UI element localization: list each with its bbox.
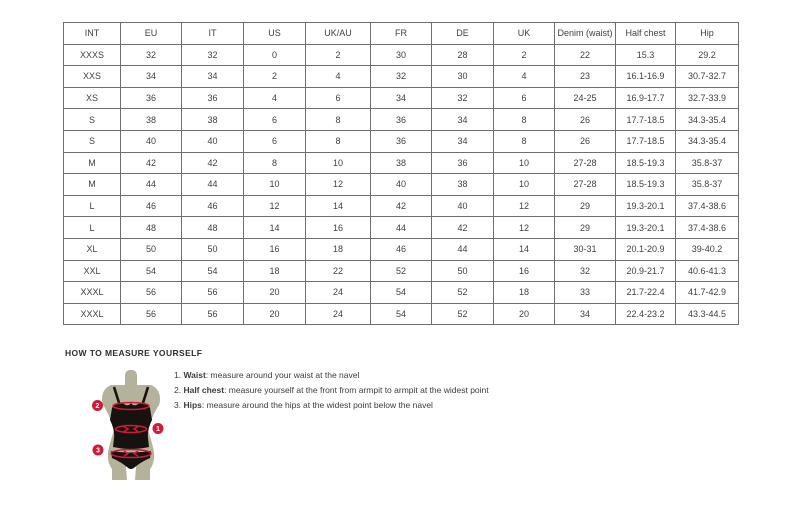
size-cell: 2 <box>244 66 306 88</box>
size-cell: 36 <box>371 130 432 152</box>
measurement-figure <box>84 368 184 503</box>
size-cell: 19.3-20.1 <box>616 217 676 239</box>
size-cell: S <box>64 109 121 131</box>
size-cell: 4 <box>244 87 306 109</box>
column-header: Hip <box>676 23 739 45</box>
size-cell: 50 <box>121 238 182 260</box>
size-cell: 48 <box>121 217 182 239</box>
size-cell: 34 <box>432 130 494 152</box>
marker-hips-number: 3 <box>96 447 100 455</box>
size-cell: 34 <box>371 87 432 109</box>
size-cell: 32 <box>182 44 244 66</box>
marker-half-chest-badge <box>92 400 103 411</box>
size-cell: 56 <box>121 303 182 325</box>
size-cell: 27-28 <box>555 152 616 174</box>
size-cell: 44 <box>432 238 494 260</box>
size-cell: 22.4-23.2 <box>616 303 676 325</box>
size-cell: 4 <box>494 66 555 88</box>
size-cell: 8 <box>306 130 371 152</box>
size-cell: 34.3-35.4 <box>676 109 739 131</box>
size-cell: 17.7-18.5 <box>616 130 676 152</box>
size-cell: 12 <box>494 195 555 217</box>
size-cell: 24-25 <box>555 87 616 109</box>
size-cell: 32.7-33.9 <box>676 87 739 109</box>
column-header: US <box>244 23 306 45</box>
size-cell: 54 <box>371 303 432 325</box>
size-cell: 18.5-19.3 <box>616 152 676 174</box>
size-cell: 27-28 <box>555 174 616 196</box>
size-cell: 48 <box>182 217 244 239</box>
size-cell: 43.3-44.5 <box>676 303 739 325</box>
size-cell: 22 <box>306 260 371 282</box>
size-cell: 36 <box>371 109 432 131</box>
size-cell: 46 <box>371 238 432 260</box>
size-cell: 35.8-37 <box>676 174 739 196</box>
size-cell: 10 <box>244 174 306 196</box>
step-text: : measure around your waist at the navel <box>205 370 360 380</box>
size-cell: 39-40.2 <box>676 238 739 260</box>
size-cell: 26 <box>555 109 616 131</box>
size-cell: 8 <box>244 152 306 174</box>
size-cell: 34 <box>121 66 182 88</box>
size-cell: 18 <box>306 238 371 260</box>
size-cell: 50 <box>182 238 244 260</box>
column-header: Denim (waist) <box>555 23 616 45</box>
size-cell: 52 <box>432 282 494 304</box>
size-cell: 29.2 <box>676 44 739 66</box>
step-label: Hips <box>183 400 202 410</box>
size-cell: 54 <box>182 260 244 282</box>
size-cell: 44 <box>371 217 432 239</box>
size-cell: 46 <box>182 195 244 217</box>
size-cell: 10 <box>306 152 371 174</box>
size-cell: M <box>64 174 121 196</box>
size-row <box>64 217 739 239</box>
measure-step <box>174 386 489 396</box>
size-cell: 20 <box>494 303 555 325</box>
size-cell: 38 <box>371 152 432 174</box>
size-cell: 42 <box>121 152 182 174</box>
size-cell: 18 <box>244 260 306 282</box>
size-cell: 20 <box>244 303 306 325</box>
size-cell: 12 <box>306 174 371 196</box>
size-cell: 42 <box>182 152 244 174</box>
column-header: UK <box>494 23 555 45</box>
size-cell: XXXS <box>64 44 121 66</box>
marker-half-chest-number: 2 <box>95 403 100 410</box>
size-cell: 40.6-41.3 <box>676 260 739 282</box>
step-number: 1. <box>174 370 184 380</box>
step-label: Half chest <box>183 385 225 395</box>
size-cell: 28 <box>432 44 494 66</box>
size-cell: 54 <box>121 260 182 282</box>
size-row <box>64 130 739 152</box>
size-row <box>64 195 739 217</box>
size-cell: 4 <box>306 66 371 88</box>
size-cell: 10 <box>494 152 555 174</box>
size-cell: 56 <box>182 282 244 304</box>
size-cell: 29 <box>555 195 616 217</box>
size-cell: 38 <box>121 109 182 131</box>
size-chart-table <box>63 22 739 325</box>
size-cell: 46 <box>121 195 182 217</box>
size-cell: 17.7-18.5 <box>616 109 676 131</box>
measure-step <box>174 401 489 411</box>
size-cell: 12 <box>244 195 306 217</box>
size-cell: 6 <box>306 87 371 109</box>
size-cell: 34 <box>432 109 494 131</box>
size-cell: 32 <box>371 66 432 88</box>
size-cell: 56 <box>182 303 244 325</box>
size-cell: 30 <box>432 66 494 88</box>
column-header: EU <box>121 23 182 45</box>
size-cell: 12 <box>494 217 555 239</box>
size-row <box>64 66 739 88</box>
size-cell: 14 <box>306 195 371 217</box>
size-cell: L <box>64 217 121 239</box>
size-cell: 30 <box>371 44 432 66</box>
size-cell: 56 <box>121 282 182 304</box>
size-cell: 8 <box>306 109 371 131</box>
size-cell: 44 <box>182 174 244 196</box>
column-header: UK/AU <box>306 23 371 45</box>
size-cell: 36 <box>182 87 244 109</box>
size-cell: M <box>64 152 121 174</box>
size-row <box>64 174 739 196</box>
size-cell: 24 <box>306 303 371 325</box>
size-cell: 21.7-22.4 <box>616 282 676 304</box>
size-cell: 32 <box>555 260 616 282</box>
size-cell: 33 <box>555 282 616 304</box>
size-cell: 36 <box>121 87 182 109</box>
size-cell: 16 <box>494 260 555 282</box>
column-header: FR <box>371 23 432 45</box>
size-cell: 30.7-32.7 <box>676 66 739 88</box>
size-row <box>64 260 739 282</box>
size-cell: 41.7-42.9 <box>676 282 739 304</box>
size-cell: 44 <box>121 174 182 196</box>
size-cell: 34 <box>182 66 244 88</box>
column-header: IT <box>182 23 244 45</box>
size-chart-section <box>63 22 739 325</box>
size-cell: 38 <box>182 109 244 131</box>
size-cell: 19.3-20.1 <box>616 195 676 217</box>
size-row <box>64 282 739 304</box>
size-cell: 10 <box>494 174 555 196</box>
size-cell: 52 <box>371 260 432 282</box>
column-header: INT <box>64 23 121 45</box>
measure-section-title: HOW TO MEASURE YOURSELF <box>65 348 203 358</box>
measure-steps-list <box>174 371 489 416</box>
size-cell: 2 <box>306 44 371 66</box>
size-cell: XS <box>64 87 121 109</box>
size-cell: 32 <box>432 87 494 109</box>
size-cell: 40 <box>371 174 432 196</box>
size-cell: 18.5-19.3 <box>616 174 676 196</box>
size-row <box>64 44 739 66</box>
size-cell: 18 <box>494 282 555 304</box>
size-cell: XXS <box>64 66 121 88</box>
size-cell: 20.1-20.9 <box>616 238 676 260</box>
step-number: 2. <box>174 385 184 395</box>
size-cell: XXXL <box>64 303 121 325</box>
size-row <box>64 87 739 109</box>
size-cell: 16.1-16.9 <box>616 66 676 88</box>
size-cell: 8 <box>494 130 555 152</box>
marker-waist-badge <box>153 423 164 434</box>
step-text: : measure yourself at the front from armpit to armpit at the widest point <box>224 385 489 395</box>
size-cell: 54 <box>371 282 432 304</box>
size-cell: 22 <box>555 44 616 66</box>
measure-step <box>174 371 489 381</box>
size-row <box>64 238 739 260</box>
size-cell: 16.9-17.7 <box>616 87 676 109</box>
size-cell: 42 <box>432 217 494 239</box>
table-header-row <box>64 23 739 45</box>
size-cell: XXXL <box>64 282 121 304</box>
size-cell: 26 <box>555 130 616 152</box>
size-row <box>64 152 739 174</box>
size-cell: L <box>64 195 121 217</box>
size-cell: 37.4-38.6 <box>676 195 739 217</box>
size-row <box>64 303 739 325</box>
size-cell: 34.3-35.4 <box>676 130 739 152</box>
size-cell: 20 <box>244 282 306 304</box>
size-cell: 6 <box>494 87 555 109</box>
size-cell: 8 <box>494 109 555 131</box>
size-cell: 2 <box>494 44 555 66</box>
size-cell: 14 <box>494 238 555 260</box>
column-header: DE <box>432 23 494 45</box>
size-cell: 6 <box>244 130 306 152</box>
size-cell: 30-31 <box>555 238 616 260</box>
size-cell: 32 <box>121 44 182 66</box>
size-cell: 50 <box>432 260 494 282</box>
size-cell: S <box>64 130 121 152</box>
size-cell: 20.9-21.7 <box>616 260 676 282</box>
size-cell: 16 <box>244 238 306 260</box>
step-label: Waist <box>183 370 206 380</box>
step-number: 3. <box>174 400 184 410</box>
size-cell: 23 <box>555 66 616 88</box>
marker-waist-number: 1 <box>156 426 160 433</box>
size-cell: 15.3 <box>616 44 676 66</box>
size-cell: 29 <box>555 217 616 239</box>
size-cell: 52 <box>432 303 494 325</box>
size-cell: 42 <box>371 195 432 217</box>
size-cell: 6 <box>244 109 306 131</box>
size-cell: 37.4-38.6 <box>676 217 739 239</box>
size-cell: 35.8-37 <box>676 152 739 174</box>
size-cell: XL <box>64 238 121 260</box>
size-cell: 0 <box>244 44 306 66</box>
size-cell: 24 <box>306 282 371 304</box>
column-header: Half chest <box>616 23 676 45</box>
size-cell: 14 <box>244 217 306 239</box>
size-cell: XXL <box>64 260 121 282</box>
marker-hips-badge <box>93 445 104 456</box>
size-cell: 40 <box>182 130 244 152</box>
size-cell: 34 <box>555 303 616 325</box>
step-text: : measure around the hips at the widest point below the navel <box>201 400 433 410</box>
size-cell: 38 <box>432 174 494 196</box>
size-cell: 40 <box>432 195 494 217</box>
size-cell: 36 <box>432 152 494 174</box>
size-cell: 40 <box>121 130 182 152</box>
size-cell: 16 <box>306 217 371 239</box>
size-row <box>64 109 739 131</box>
